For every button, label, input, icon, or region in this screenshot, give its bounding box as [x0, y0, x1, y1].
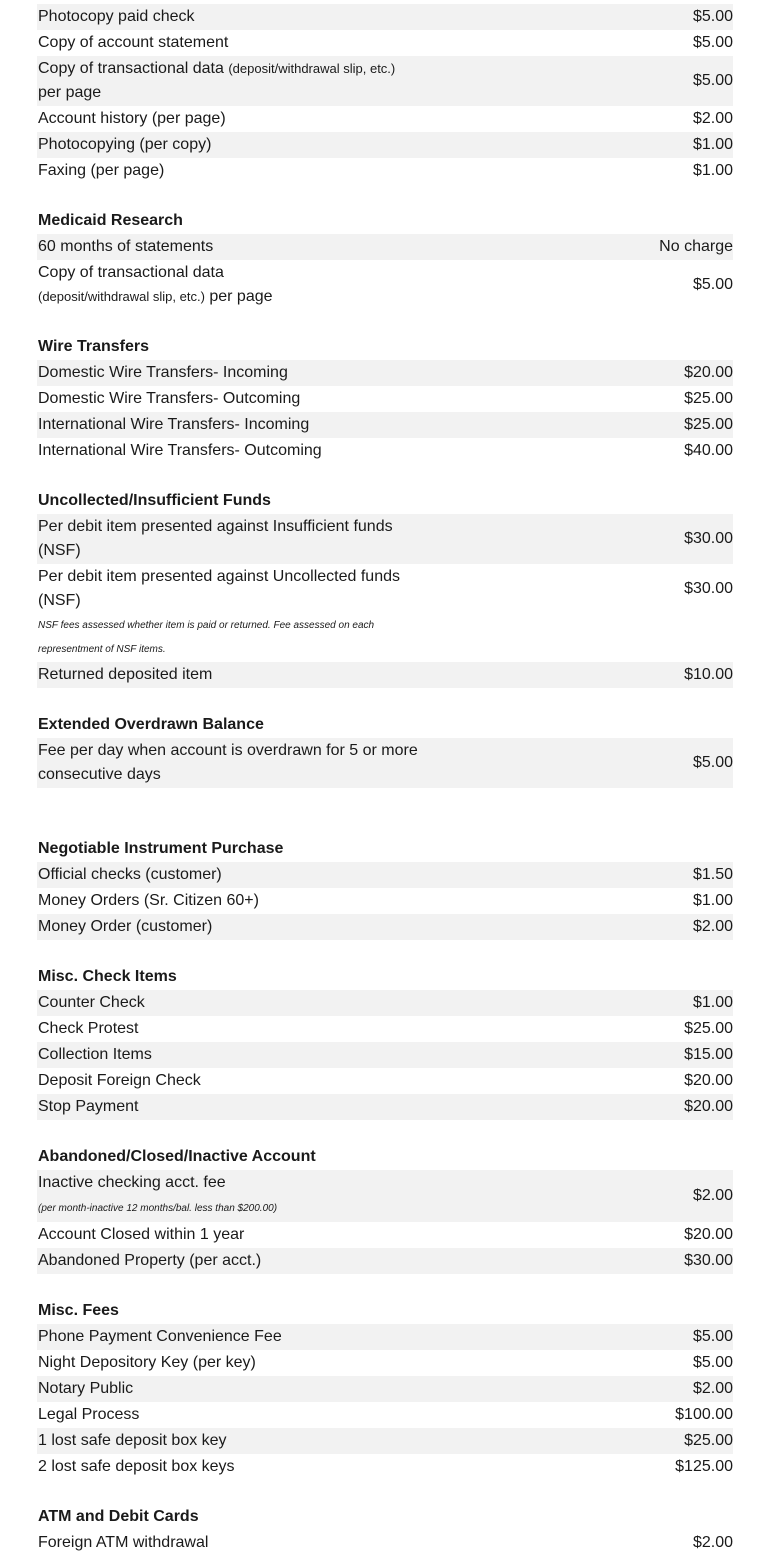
fee-row	[37, 662, 733, 688]
fee-row	[37, 914, 733, 940]
fee-label: International Wire Transfers- Outcoming	[38, 442, 322, 459]
fee-label: Per debit item presented against Uncollected funds (NSF)	[38, 568, 400, 609]
fee-label-main: Inactive checking acct. fee	[38, 1174, 226, 1191]
fee-label: Returned deposited item	[38, 666, 213, 683]
fee-label: Account Closed within 1 year	[38, 1226, 245, 1243]
fee-price: $10.00	[684, 666, 733, 683]
spacer	[37, 1120, 733, 1144]
fee-price: $5.00	[692, 34, 733, 51]
fee-label: Domestic Wire Transfers- Outcoming	[38, 390, 301, 407]
fee-label-note: (deposit/withdrawal slip, etc.)	[38, 289, 205, 304]
fee-label: Phone Payment Convenience Fee	[38, 1328, 282, 1345]
fee-row	[37, 56, 733, 106]
fee-label: Copy of account statement	[38, 34, 229, 51]
fee-price: $30.00	[684, 580, 733, 597]
fee-price: $15.00	[684, 1046, 733, 1063]
fee-label: 2 lost safe deposit box keys	[38, 1458, 235, 1475]
fee-price: $2.00	[692, 1380, 733, 1397]
fee-label: Official checks (customer)	[38, 866, 222, 883]
fee-label: Account history (per page)	[38, 110, 226, 127]
fee-row	[37, 1042, 733, 1068]
fee-price: $20.00	[684, 364, 733, 381]
fee-label: Money Orders (Sr. Citizen 60+)	[38, 892, 259, 909]
fee-price: $30.00	[684, 530, 733, 547]
section-heading: Extended Overdrawn Balance	[38, 716, 264, 733]
fee-price: $2.00	[692, 918, 733, 935]
fee-row	[37, 1376, 733, 1402]
fee-label: Faxing (per page)	[38, 162, 165, 179]
fee-price: $1.00	[692, 136, 733, 153]
fee-price: $5.00	[692, 8, 733, 25]
fee-row	[37, 106, 733, 132]
fee-row	[37, 158, 733, 184]
fee-price: $30.00	[684, 1252, 733, 1269]
section-heading: Misc. Fees	[38, 1302, 119, 1319]
fee-label	[38, 57, 418, 105]
fee-price: $2.00	[692, 1187, 733, 1204]
spacer	[37, 688, 733, 712]
section-heading: Uncollected/Insufficient Funds	[38, 492, 271, 509]
fee-label: Deposit Foreign Check	[38, 1072, 201, 1089]
fee-label: Stop Payment	[38, 1098, 139, 1115]
section-heading: Wire Transfers	[38, 338, 150, 355]
fee-price: $25.00	[684, 390, 733, 407]
fee-price: $5.00	[692, 1328, 733, 1345]
fee-row	[37, 1016, 733, 1042]
fee-label: Per debit item presented against Insufficient funds (NSF)	[38, 518, 393, 559]
fee-row	[37, 360, 733, 386]
fee-price: $20.00	[684, 1226, 733, 1243]
fee-label-main: Copy of transactional data	[38, 264, 224, 281]
fee-price: $125.00	[675, 1458, 733, 1475]
fee-row	[37, 564, 733, 614]
fee-label: Money Order (customer)	[38, 918, 213, 935]
spacer	[37, 1274, 733, 1298]
spacer	[37, 184, 733, 208]
fee-price: $5.00	[692, 276, 733, 293]
spacer	[37, 310, 733, 334]
fee-row	[37, 438, 733, 464]
fee-label: 60 months of statements	[38, 238, 214, 255]
fee-row	[37, 1170, 733, 1222]
section-heading: ATM and Debit Cards	[38, 1508, 199, 1525]
fee-row	[37, 1222, 733, 1248]
fee-price: $2.00	[692, 1534, 733, 1551]
fee-price: No charge	[659, 238, 733, 255]
fee-row	[37, 132, 733, 158]
fee-label: Night Depository Key (per key)	[38, 1354, 256, 1371]
fee-label: Photocopying (per copy)	[38, 136, 212, 153]
section-heading: Abandoned/Closed/Inactive Account	[38, 1148, 316, 1165]
fee-row	[37, 386, 733, 412]
fee-row	[37, 738, 733, 788]
fee-row	[37, 1068, 733, 1094]
fee-price: $20.00	[684, 1098, 733, 1115]
fee-row	[37, 888, 733, 914]
spacer	[37, 1480, 733, 1504]
fee-price: $20.00	[684, 1072, 733, 1089]
fee-price: $1.00	[692, 892, 733, 909]
fee-price: $5.00	[692, 72, 733, 89]
nsf-note: NSF fees assessed whether item is paid or returned. Fee assessed on each representment of NSF items.	[38, 620, 375, 655]
fee-row	[37, 1402, 733, 1428]
fee-label: Counter Check	[38, 994, 145, 1011]
fee-price: $5.00	[692, 754, 733, 771]
fee-label: Foreign ATM withdrawal	[38, 1534, 209, 1551]
fee-label: Legal Process	[38, 1406, 140, 1423]
fee-row	[37, 260, 733, 310]
fee-label: Photocopy paid check	[38, 8, 195, 25]
fee-label-note: (deposit/withdrawal slip, etc.)	[228, 61, 396, 76]
fee-label	[38, 1171, 418, 1221]
fee-price: $25.00	[684, 416, 733, 433]
fee-row	[37, 234, 733, 260]
section-heading: Misc. Check Items	[38, 968, 177, 985]
fee-price: $1.00	[692, 162, 733, 179]
section-heading: Medicaid Research	[38, 212, 183, 229]
fee-label-suffix: per page	[209, 288, 273, 305]
fee-row	[37, 1324, 733, 1350]
fee-row	[37, 1428, 733, 1454]
fee-row	[37, 30, 733, 56]
fee-label: International Wire Transfers- Incoming	[38, 416, 310, 433]
fee-price: $1.00	[692, 994, 733, 1011]
fee-label-note: (per month-inactive 12 months/bal. less than $200.00)	[38, 1203, 278, 1214]
fee-row	[37, 4, 733, 30]
fee-price: $5.00	[692, 1354, 733, 1371]
fee-price: $40.00	[684, 442, 733, 459]
fee-label: Fee per day when account is overdrawn for 5 or more consecutive days	[38, 742, 418, 783]
spacer	[37, 940, 733, 964]
spacer	[37, 788, 733, 836]
fee-label: Check Protest	[38, 1020, 139, 1037]
fee-row	[37, 1530, 733, 1556]
fee-row	[37, 514, 733, 564]
fee-label: Domestic Wire Transfers- Incoming	[38, 364, 288, 381]
fee-row	[37, 412, 733, 438]
fee-price: $2.00	[692, 110, 733, 127]
fee-row	[37, 990, 733, 1016]
fee-label: Abandoned Property (per acct.)	[38, 1252, 262, 1269]
fee-row	[37, 1454, 733, 1480]
fee-price: $1.50	[692, 866, 733, 883]
fee-label	[38, 261, 418, 309]
fee-row	[37, 1350, 733, 1376]
fee-label: 1 lost safe deposit box key	[38, 1432, 227, 1449]
fee-schedule	[37, 4, 733, 1556]
fee-price: $100.00	[675, 1406, 733, 1423]
fee-label: Collection Items	[38, 1046, 152, 1063]
spacer	[37, 464, 733, 488]
section-heading: Negotiable Instrument Purchase	[38, 840, 284, 857]
fee-row	[37, 1094, 733, 1120]
fee-label-main: Copy of transactional data	[38, 60, 224, 77]
fee-price: $25.00	[684, 1432, 733, 1449]
fee-label: Notary Public	[38, 1380, 134, 1397]
fee-label-suffix: per page	[38, 84, 102, 101]
fee-price: $25.00	[684, 1020, 733, 1037]
fee-row	[37, 862, 733, 888]
fee-row	[37, 1248, 733, 1274]
